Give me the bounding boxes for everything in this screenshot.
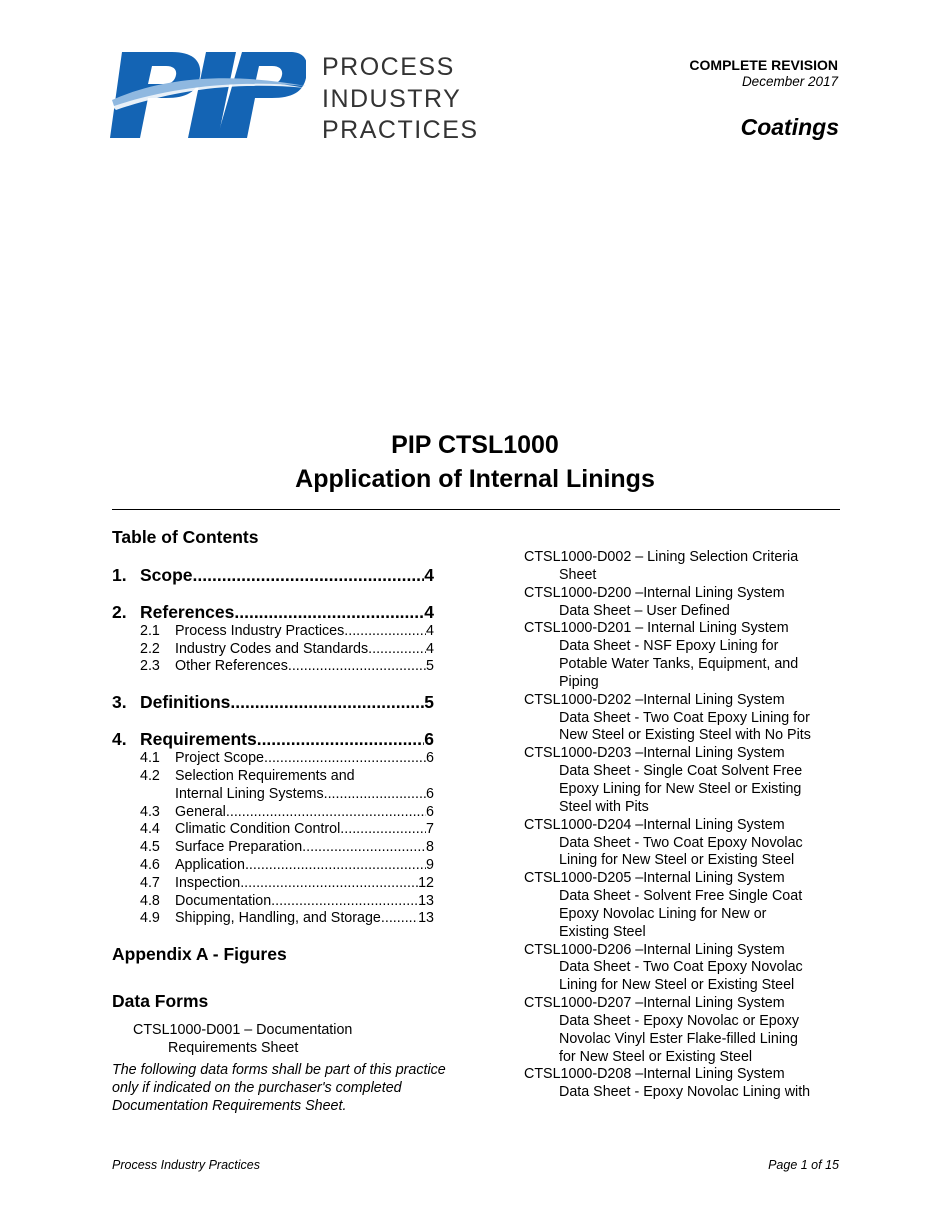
toc-subentry[interactable]: 4.3 General ..... 6 xyxy=(140,804,434,822)
document-id: PIP CTSL1000 xyxy=(391,431,559,459)
form-entry-code: CTSL1000-D200 –Internal Lining System xyxy=(524,584,785,601)
form-entry-text: Lining for New Steel or Existing Steel xyxy=(559,852,795,869)
toc-entry-requirements[interactable]: 4. Requirements ..... 6 xyxy=(112,729,434,749)
revision-date: December 2017 xyxy=(741,74,838,89)
form-entry-text: Data Sheet - Single Coat Solvent Free xyxy=(559,763,803,780)
logo-wordmark xyxy=(322,52,479,147)
section-title: Coatings xyxy=(740,114,839,140)
toc-heading: Table of Contents xyxy=(112,527,259,547)
form-entry-text: Potable Water Tanks, Equipment, and xyxy=(559,656,799,673)
data-forms-note: The following data forms shall be part of this practice only if indicated on the purchaser's completed Documentation Requirements Sheet. xyxy=(112,1062,446,1114)
data-forms-heading: Data Forms xyxy=(112,991,209,1011)
form-entry-text: Data Sheet - Solvent Free Single Coat xyxy=(559,888,803,905)
toc-subentry-continued[interactable]: Internal Lining Systems ..... 6 xyxy=(175,786,434,804)
toc-entry-scope[interactable]: 1. Scope ..... 4 xyxy=(112,565,434,585)
pip-logo-icon xyxy=(110,52,306,138)
form-entry[interactable] xyxy=(524,585,854,621)
toc-subentry[interactable]: 4.9 Shipping, Handling, and Storage ..... 13 xyxy=(140,910,434,928)
form-entry-code: CTSL1000-D204 –Internal Lining System xyxy=(524,816,785,833)
form-entry-text: for New Steel or Existing Steel xyxy=(559,1048,753,1065)
toc-entry-references[interactable]: 2. References ..... 4 xyxy=(112,602,434,622)
toc-subentry[interactable]: 2.3 Other References ..... 5 xyxy=(140,658,434,676)
form-entry[interactable] xyxy=(524,995,854,1066)
toc-subentry[interactable]: 4.4 Climatic Condition Control ..... 7 xyxy=(140,821,434,839)
form-entry-text: Data Sheet - Two Coat Epoxy Novolac xyxy=(559,834,803,851)
form-entry-code: CTSL1000-D002 – Lining Selection Criteria xyxy=(524,549,799,565)
form-entry[interactable] xyxy=(524,620,854,691)
toc-subentry[interactable]: 4.5 Surface Preparation ..... 8 xyxy=(140,839,434,857)
form-entry-text: Data Sheet - Two Coat Epoxy Lining for xyxy=(559,709,810,726)
toc-entry-definitions[interactable]: 3. Definitions ..... 5 xyxy=(112,692,434,712)
revision-label: COMPLETE REVISION xyxy=(689,57,838,73)
form-entry-text: Existing Steel xyxy=(559,923,646,940)
document-title: Application of Internal Linings xyxy=(295,465,655,493)
form-entry-text: Steel with Pits xyxy=(559,798,649,815)
form-entry-text: Epoxy Lining for New Steel or Existing xyxy=(559,780,802,797)
title-divider xyxy=(112,509,840,510)
form-entry[interactable] xyxy=(524,942,854,996)
form-entry-text: Sheet xyxy=(559,566,597,583)
form-entry-code: CTSL1000-D206 –Internal Lining System xyxy=(524,941,785,958)
footer-org: Process Industry Practices xyxy=(112,1158,260,1172)
form-entry[interactable] xyxy=(524,1066,854,1102)
footer-page-number: Page 1 of 15 xyxy=(768,1158,839,1172)
form-entry[interactable] xyxy=(524,692,854,746)
form-entry-code: CTSL1000-D202 –Internal Lining System xyxy=(524,691,785,708)
toc-subentry[interactable]: 4.7 Inspection ..... 12 xyxy=(140,875,434,893)
form-entry-code: CTSL1000-D205 –Internal Lining System xyxy=(524,870,785,887)
form-entry[interactable] xyxy=(524,817,854,871)
form-entry-text: Novolac Vinyl Ester Flake-filled Lining xyxy=(559,1030,798,1047)
toc-subentry[interactable]: 4.8 Documentation ..... 13 xyxy=(140,893,434,911)
logo-line: INDUSTRY xyxy=(322,84,462,113)
form-entry[interactable] xyxy=(524,870,854,941)
form-entry-text: Lining for New Steel or Existing Steel xyxy=(559,977,795,994)
toc-subentry[interactable]: 2.2 Industry Codes and Standards ..... 4 xyxy=(140,641,434,659)
form-entry-code: CTSL1000-D208 –Internal Lining System xyxy=(524,1066,785,1083)
form-entry[interactable] xyxy=(524,745,854,816)
form-entry-code: CTSL1000-D203 –Internal Lining System xyxy=(524,745,785,762)
form-entry-d001[interactable]: CTSL1000-D001 – Documentation Requirements Sheet xyxy=(133,1022,353,1056)
form-entry-code: CTSL1000-D207 –Internal Lining System xyxy=(524,995,785,1012)
toc-appendix[interactable]: Appendix A - Figures xyxy=(112,944,287,964)
form-entry-text: Piping xyxy=(559,673,599,690)
logo-line: PROCESS xyxy=(322,53,455,81)
toc-subentry[interactable]: 2.1 Process Industry Practices ..... 4 xyxy=(140,623,434,641)
form-entry-text: Data Sheet - NSF Epoxy Lining for xyxy=(559,638,779,655)
logo-line: PRACTICES xyxy=(322,116,479,144)
toc-subentry[interactable]: 4.1 Project Scope ..... 6 xyxy=(140,750,434,768)
form-entry-text: New Steel or Existing Steel with No Pits xyxy=(559,727,811,744)
toc-subentry[interactable]: 4.6 Application ..... 9 xyxy=(140,857,434,875)
toc-subentry[interactable]: 4.2 Selection Requirements and xyxy=(140,768,355,784)
form-entry-text: Data Sheet - Epoxy Novolac Lining with xyxy=(559,1084,811,1101)
form-entry-text: Data Sheet - Two Coat Epoxy Novolac xyxy=(559,959,803,976)
form-entry-code: CTSL1000-D201 – Internal Lining System xyxy=(524,620,789,637)
data-forms-list xyxy=(524,549,854,1102)
form-entry-text: Data Sheet - Epoxy Novolac or Epoxy xyxy=(559,1012,799,1029)
form-entry-text: Epoxy Novolac Lining for New or xyxy=(559,905,767,922)
form-entry-text: Data Sheet – User Defined xyxy=(559,602,730,619)
form-entry[interactable] xyxy=(524,549,854,585)
